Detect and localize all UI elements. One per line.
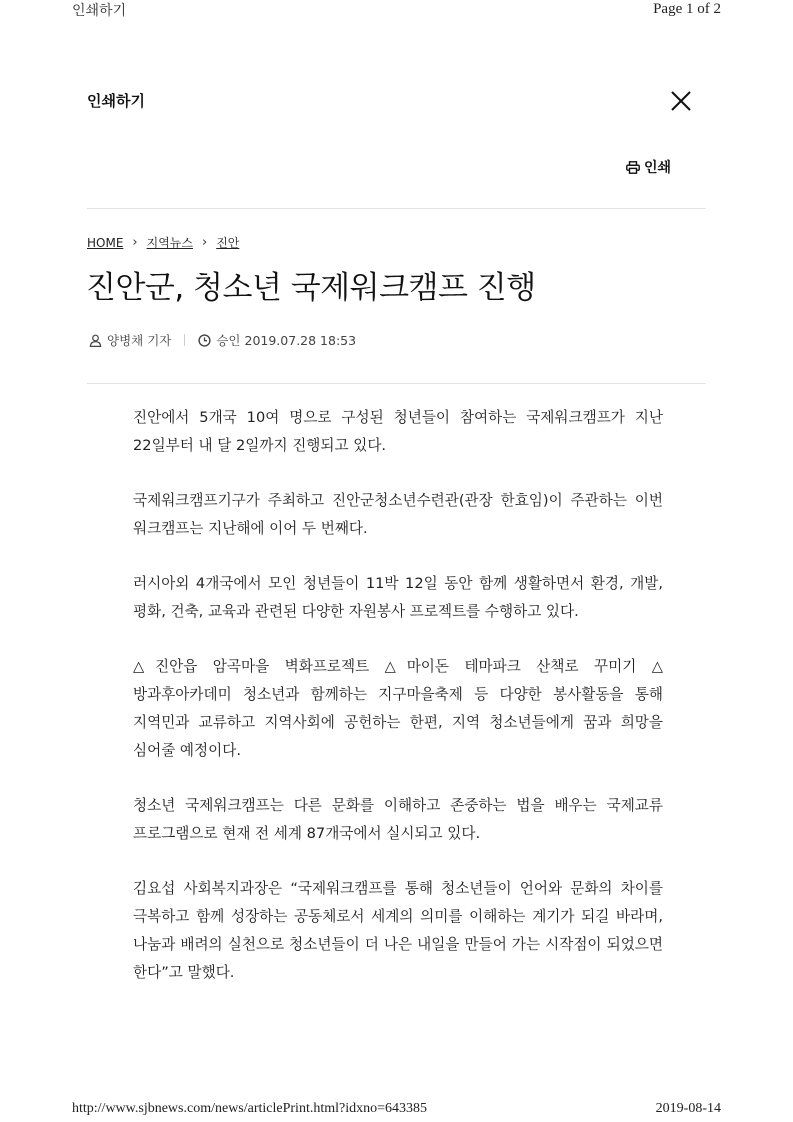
author-name: 양병채 기자 bbox=[107, 333, 172, 348]
user-icon bbox=[89, 334, 102, 347]
divider bbox=[87, 383, 706, 384]
close-button[interactable] bbox=[668, 88, 694, 114]
byline bbox=[89, 331, 356, 349]
print-button[interactable] bbox=[626, 157, 671, 177]
clock-icon bbox=[198, 334, 211, 347]
printer-icon bbox=[626, 161, 640, 174]
print-footer-url: http://www.sjbnews.com/news/articlePrint.html?idxno=643385 bbox=[72, 1101, 428, 1116]
article-paragraph: 러시아외 4개국에서 모인 청년들이 11박 12일 동안 함께 생활하면서 환경, 개발, 평화, 건축, 교육과 관련된 다양한 자원봉사 프로젝트를 수행하고 있다. bbox=[133, 575, 663, 620]
breadcrumb-jinan[interactable]: 진안 bbox=[216, 236, 240, 250]
article-body bbox=[133, 404, 663, 1014]
article-paragraph: 청소년 국제워크캠프는 다른 문화를 이해하고 존중하는 법을 배우는 국제교류 프로그램으로 현재 전 세계 87개국에서 실시되고 있다. bbox=[133, 797, 663, 842]
print-button-label: 인쇄 bbox=[644, 160, 672, 176]
article-paragraph: 국제워크캠프기구가 주최하고 진안군청소년수련관(관장 한효임)이 주관하는 이번 워크캠프는 지난해에 이어 두 번째다. bbox=[133, 492, 663, 537]
popup-title: 인쇄하기 bbox=[87, 92, 145, 110]
article-timestamp: 2019.07.28 18:53 bbox=[244, 332, 357, 348]
close-icon bbox=[668, 88, 694, 114]
approved-label: 승인 bbox=[216, 333, 241, 348]
article-paragraph: 김요섭 사회복지과장은 “국제워크캠프를 통해 청소년들이 언어와 문화의 차이를 극복하고 함께 성장하는 공동체로서 세계의 의미를 이해하는 계기가 되길 바라며, 나눔과 배려의 실천으로 청소년들이 더 나은 내일을 만들어 가는 시작점이 되었으면 한다”고 말했다. bbox=[133, 880, 663, 981]
chevron-right-icon: › bbox=[132, 235, 138, 250]
article-paragraph: △진안읍 암곡마을 벽화프로젝트 △마이돈 테마파크 산책로 꾸미기 △방과후아카데미 청소년과 함께하는 지구마을축제 등 다양한 봉사활동을 통해 지역민과 교류하고 지역사회에 공헌하는 한편, 지역 청소년들에게 꿈과 희망을 심어줄 예정이다. bbox=[133, 658, 663, 759]
byline-divider bbox=[184, 334, 185, 346]
chevron-right-icon: › bbox=[201, 235, 208, 250]
divider bbox=[87, 208, 706, 209]
breadcrumb bbox=[87, 234, 239, 251]
breadcrumb-local-news[interactable]: 지역뉴스 bbox=[146, 236, 193, 250]
breadcrumb-home[interactable]: HOME bbox=[87, 235, 124, 250]
print-header-title: 인쇄하기 bbox=[72, 3, 127, 19]
article-paragraph: 진안에서 5개국 10여 명으로 구성된 청년들이 참여하는 국제워크캠프가 지난 22일부터 내 달 2일까지 진행되고 있다. bbox=[133, 409, 663, 454]
print-header-page: Page 1 of 2 bbox=[653, 1, 721, 17]
print-footer-date: 2019-08-14 bbox=[655, 1101, 721, 1116]
article-headline: 진안군, 청소년 국제워크캠프 진행 bbox=[86, 270, 536, 306]
